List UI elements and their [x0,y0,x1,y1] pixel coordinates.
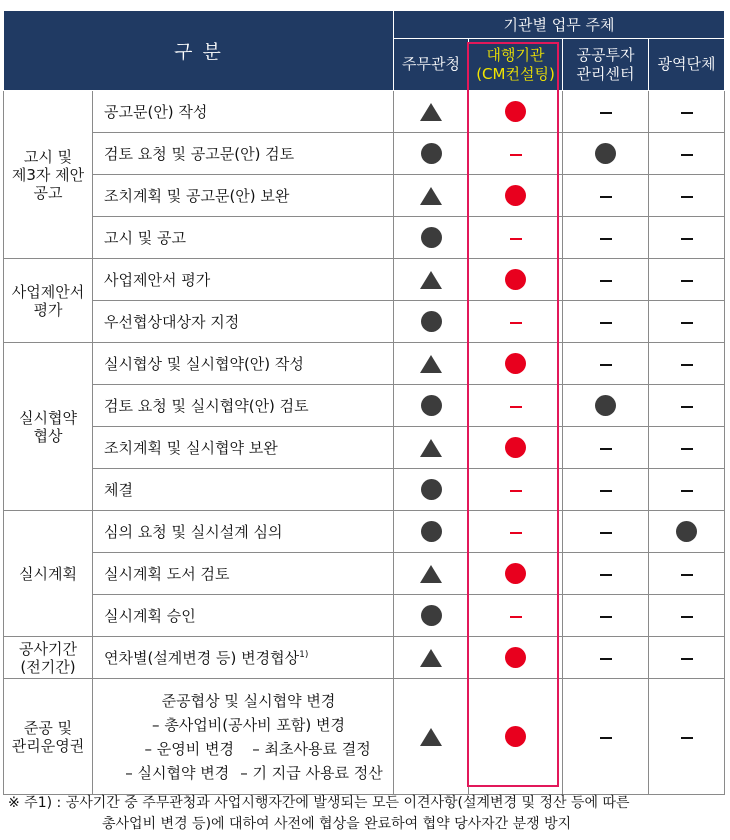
red-circle-icon [505,185,526,206]
role-cell-2 [469,511,563,553]
table-row [4,217,725,259]
dark-circle-icon [421,605,442,626]
task-label: 실시계획 승인 [93,595,394,637]
role-cell-1 [394,469,469,511]
role-cell-1 [394,217,469,259]
role-cell-1 [394,259,469,301]
task-line: – 운영비 변경 – 최초사용료 결정 [144,739,371,758]
table-row [4,385,725,427]
footnote [8,793,723,835]
dash-icon [600,112,612,114]
role-cell-3 [563,469,649,511]
table-row [4,637,725,679]
role-cell-4 [649,595,725,637]
role-cell-4 [649,553,725,595]
dash-icon [681,658,693,660]
role-cell-2 [469,343,563,385]
dash-icon [600,490,612,492]
role-cell-3 [563,427,649,469]
dash-icon [681,574,693,576]
role-cell-2 [469,385,563,427]
role-cell-4 [649,175,725,217]
role-cell-3 [563,679,649,795]
dark-circle-icon [421,143,442,164]
task-label: 우선협상대상자 지정 [93,301,394,343]
dash-icon [681,737,693,739]
group-label: 고시 및 제3자 제안 공고 [4,91,93,259]
dark-circle-icon [595,143,616,164]
role-matrix-table [3,10,725,795]
role-cell-3 [563,175,649,217]
task-label-block [93,679,394,795]
red-circle-icon [505,269,526,290]
triangle-icon [420,271,442,289]
task-label: 고시 및 공고 [93,217,394,259]
table-row [4,469,725,511]
role-cell-4 [649,217,725,259]
task-label: 실시협상 및 실시협약(안) 작성 [93,343,394,385]
table-row [4,679,725,795]
group-label: 사업제안서 평가 [4,259,93,343]
group-label: 실시계획 [4,511,93,637]
group-label: 공사기간 (전기간) [4,637,93,679]
role-cell-2 [469,469,563,511]
dash-icon [600,737,612,739]
table-row [4,133,725,175]
role-cell-2 [469,553,563,595]
table-row [4,427,725,469]
role-cell-2 [469,427,563,469]
red-dash-icon [510,490,522,492]
role-cell-3 [563,91,649,133]
role-cell-4 [649,511,725,553]
role-cell-2 [469,91,563,133]
red-circle-icon [505,647,526,668]
dash-icon [681,238,693,240]
red-circle-icon [505,563,526,584]
footnote-line-1: ※ 주1) : 공사기간 중 주무관청과 사업시행자간에 발생되는 모든 이견사항(설계변경 및 정산 등에 따른 [8,795,630,811]
task-label: 검토 요청 및 공고문(안) 검토 [93,133,394,175]
red-dash-icon [510,238,522,240]
role-cell-4 [649,343,725,385]
role-cell-4 [649,679,725,795]
dash-icon [681,196,693,198]
role-cell-3 [563,133,649,175]
role-cell-3 [563,385,649,427]
table-row [4,175,725,217]
red-circle-icon [505,353,526,374]
dark-circle-icon [421,521,442,542]
role-cell-2 [469,133,563,175]
role-cell-1 [394,427,469,469]
role-cell-4 [649,259,725,301]
role-cell-1 [394,553,469,595]
footnote-line-2: 총사업비 변경 등)에 대하여 사전에 협상을 완료하여 협약 당사자간 분쟁 방지 [102,816,572,832]
dash-icon [600,574,612,576]
red-circle-icon [505,101,526,122]
red-dash-icon [510,154,522,156]
agency-header: 기관별 업무 주체 [394,11,725,39]
role-cell-1 [394,343,469,385]
dark-circle-icon [595,395,616,416]
role-cell-2 [469,637,563,679]
dark-circle-icon [421,227,442,248]
triangle-icon [420,187,442,205]
dash-icon [600,238,612,240]
task-line: 준공협상 및 실시협약 변경 [161,691,336,710]
dash-icon [600,448,612,450]
role-cell-3 [563,259,649,301]
role-cell-4 [649,91,725,133]
role-cell-1 [394,679,469,795]
dark-circle-icon [676,521,697,542]
role-cell-2 [469,301,563,343]
category-header: 구 분 [4,11,394,91]
role-cell-1 [394,91,469,133]
role-cell-1 [394,385,469,427]
role-cell-4 [649,301,725,343]
task-line: – 실시협약 변경 – 기 지급 사용료 정산 [125,763,383,782]
role-cell-1 [394,511,469,553]
dash-icon [681,280,693,282]
group-label: 준공 및 관리운영권 [4,679,93,795]
role-cell-1 [394,175,469,217]
dash-icon [600,532,612,534]
dash-icon [600,280,612,282]
column-header-1: 주무관청 [394,39,469,91]
dash-icon [681,490,693,492]
role-cell-1 [394,595,469,637]
task-label: 실시계획 도서 검토 [93,553,394,595]
role-cell-3 [563,637,649,679]
group-label: 실시협약 협상 [4,343,93,511]
role-cell-4 [649,427,725,469]
table-row [4,301,725,343]
red-circle-icon [505,726,526,747]
table-row [4,511,725,553]
task-label: 심의 요청 및 실시설계 심의 [93,511,394,553]
column-header-4: 광역단체 [649,39,725,91]
role-cell-2 [469,259,563,301]
dark-circle-icon [421,311,442,332]
role-cell-1 [394,637,469,679]
table-row [4,343,725,385]
triangle-icon [420,103,442,121]
dash-icon [681,112,693,114]
role-cell-1 [394,301,469,343]
dash-icon [681,322,693,324]
role-cell-4 [649,385,725,427]
role-cell-4 [649,469,725,511]
triangle-icon [420,728,442,746]
role-cell-1 [394,133,469,175]
dash-icon [600,322,612,324]
dash-icon [681,616,693,618]
role-cell-2 [469,595,563,637]
role-cell-3 [563,301,649,343]
triangle-icon [420,355,442,373]
task-label: 조치계획 및 공고문(안) 보완 [93,175,394,217]
column-header-3: 공공투자 관리센터 [563,39,649,91]
red-dash-icon [510,616,522,618]
dash-icon [681,154,693,156]
dash-icon [681,364,693,366]
role-cell-3 [563,511,649,553]
role-cell-3 [563,553,649,595]
red-dash-icon [510,322,522,324]
triangle-icon [420,439,442,457]
red-dash-icon [510,406,522,408]
triangle-icon [420,649,442,667]
role-cell-3 [563,343,649,385]
table-row [4,595,725,637]
column-header-2: 대행기관 (CM컨설팅) [469,39,563,91]
task-label: 공고문(안) 작성 [93,91,394,133]
role-cell-4 [649,637,725,679]
dash-icon [681,448,693,450]
dash-icon [600,364,612,366]
role-cell-2 [469,679,563,795]
task-label: 연차별(설계변경 등) 변경협상$^{1)}$ [93,637,394,679]
role-cell-3 [563,595,649,637]
red-circle-icon [505,437,526,458]
dark-circle-icon [421,479,442,500]
triangle-icon [420,565,442,583]
task-label: 사업제안서 평가 [93,259,394,301]
task-line: – 총사업비(공사비 포함) 변경 [152,715,345,734]
table-row [4,259,725,301]
table-row [4,91,725,133]
role-cell-2 [469,217,563,259]
task-label: 검토 요청 및 실시협약(안) 검토 [93,385,394,427]
task-label: 체결 [93,469,394,511]
red-dash-icon [510,532,522,534]
role-cell-2 [469,175,563,217]
role-cell-4 [649,133,725,175]
dash-icon [681,406,693,408]
task-label: 조치계획 및 실시협약 보완 [93,427,394,469]
dark-circle-icon [421,395,442,416]
table-row [4,553,725,595]
dash-icon [600,616,612,618]
dash-icon [600,658,612,660]
dash-icon [600,196,612,198]
role-cell-3 [563,217,649,259]
